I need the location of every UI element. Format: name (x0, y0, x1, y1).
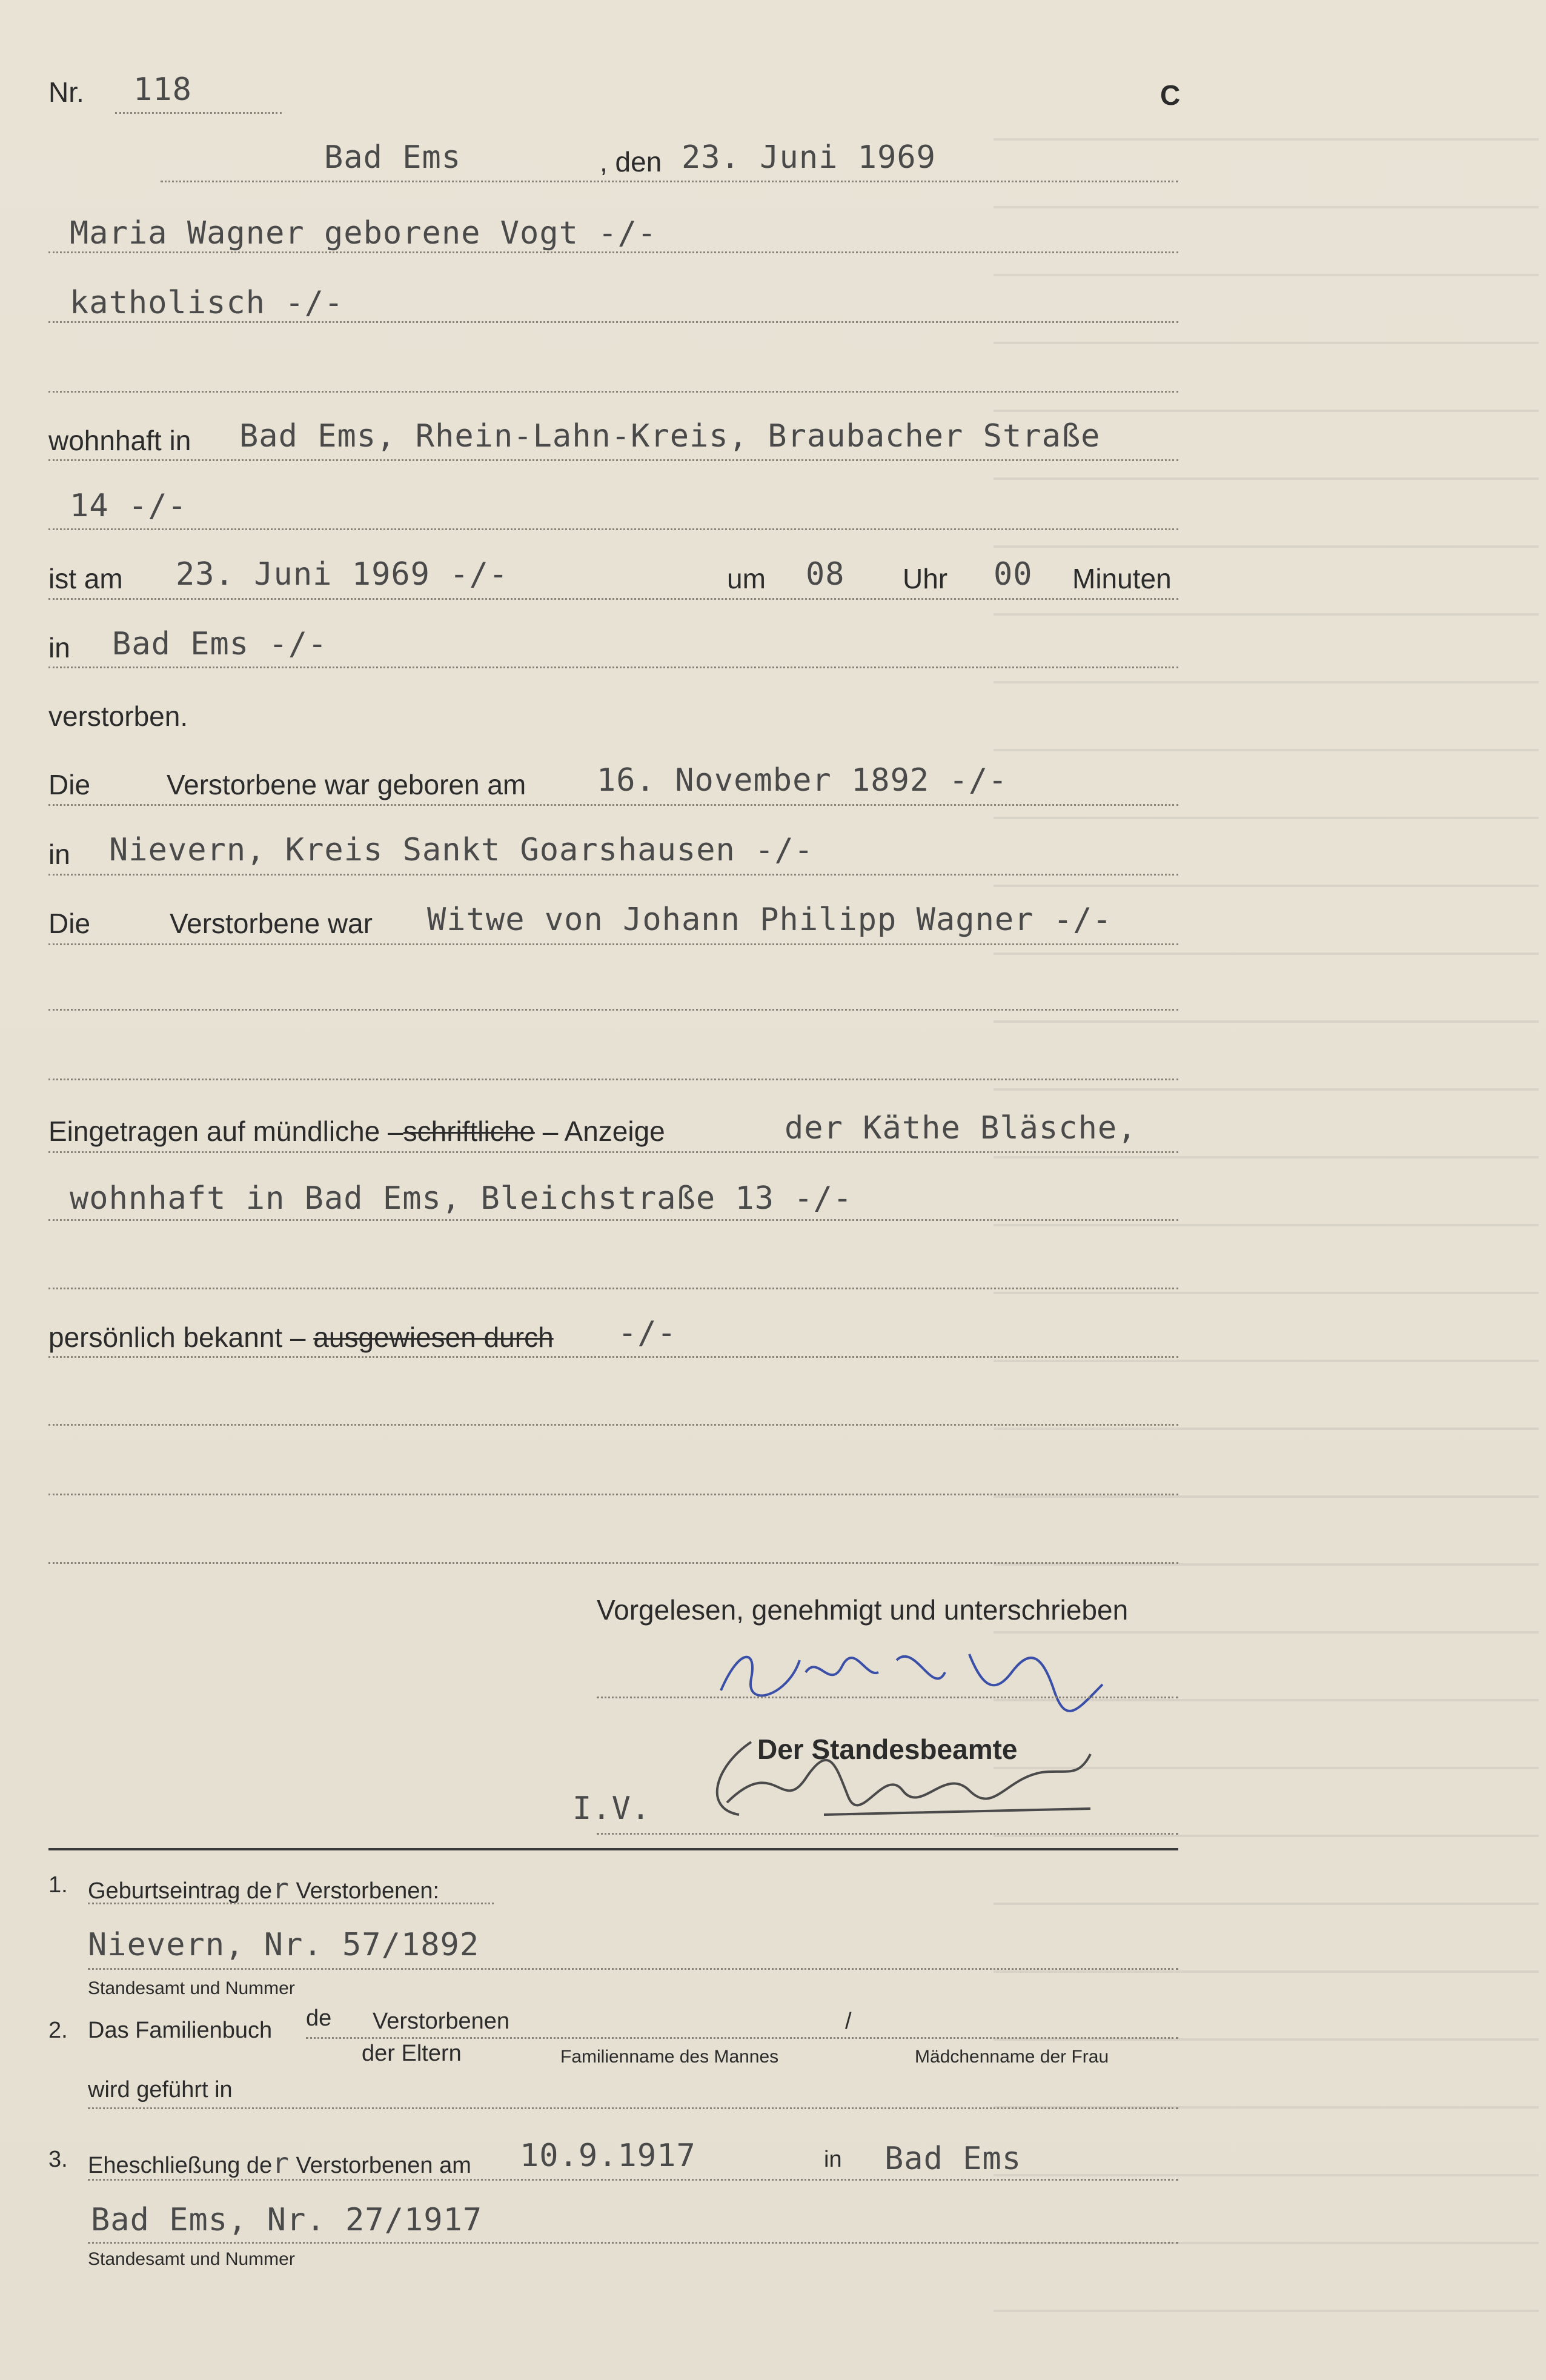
dotted-line (88, 1968, 1178, 1970)
dotted-line (48, 528, 1178, 530)
dotted-line (48, 1562, 1178, 1564)
note-number-2: 2. (48, 2018, 68, 2043)
minuten-label: Minuten (1072, 563, 1172, 594)
official-signature (703, 1730, 1103, 1827)
residence-line1: Bad Ems, Rhein-Lahn-Kreis, Braubacher Straße (239, 418, 1101, 454)
dotted-line (88, 1903, 494, 1904)
den-label: , den (600, 146, 662, 178)
standesbeamte-label: Der Standesbeamte (757, 1733, 1018, 1765)
reporter-address: wohnhaft in Bad Ems, Bleichstraße 13 -/- (70, 1180, 853, 1217)
death-minutes: 00 (994, 556, 1033, 593)
dotted-line (597, 1833, 1178, 1835)
dotted-line (48, 598, 1178, 600)
struck-schriftliche: schriftliche (403, 1115, 535, 1147)
dotted-line (161, 181, 1178, 182)
nr-value: 118 (133, 71, 192, 108)
dotted-line (48, 1079, 1178, 1080)
dotted-line (48, 1288, 1178, 1289)
ehe-label2: Verstorbenen am (296, 2153, 471, 2178)
ist-am-label: ist am (48, 563, 123, 594)
deceased-name: Maria Wagner geborene Vogt -/- (70, 215, 657, 251)
vorgelesen-label: Vorgelesen, genehmigt und unterschrieben (597, 1594, 1129, 1626)
dotted-line (48, 1424, 1178, 1426)
fam-mann-caption: Familienname des Mannes (560, 2047, 779, 2067)
form-letter: C (1160, 79, 1181, 111)
fam-slash: / (845, 2009, 852, 2034)
dotted-line (88, 2242, 1178, 2244)
dotted-line (48, 804, 1178, 806)
wohnhaft-label: wohnhaft in (48, 425, 191, 456)
dotted-line (48, 1009, 1178, 1011)
death-place: Bad Ems -/- (112, 626, 328, 662)
dotted-line (48, 321, 1178, 323)
dotted-line (88, 2179, 1178, 2181)
geburt-label2: Verstorbenen: (296, 1878, 440, 1904)
dotted-line (48, 391, 1178, 393)
iv-label: I.V. (572, 1790, 651, 1827)
marriage-date: 10.9.1917 (520, 2138, 696, 2174)
struck-ausgewiesen: ausgewiesen durch (313, 1321, 554, 1353)
dotted-line (48, 459, 1178, 461)
dotted-line (48, 251, 1178, 253)
ehe-suffix: r (272, 2147, 290, 2179)
marriage-place: Bad Ems (884, 2141, 1022, 2177)
eheschliessung-label (88, 2147, 471, 2179)
in-label: in (48, 632, 70, 663)
section-divider (48, 1848, 1178, 1850)
geburt-label: Geburtseintrag de (88, 1878, 273, 1904)
note-number-3: 3. (48, 2147, 68, 2172)
dotted-line (48, 1356, 1178, 1358)
bekannt-prefix: persönlich bekannt – (48, 1321, 306, 1353)
death-date: 23. Juni 1969 -/- (176, 556, 509, 593)
fam-gefuehrt-label: wird geführt in (88, 2077, 233, 2102)
anzeige-label: – Anzeige (542, 1115, 665, 1147)
nr-label: Nr. (48, 76, 84, 108)
birth-date: 16. November 1892 -/- (597, 762, 1008, 799)
ehe-label: Eheschließung de (88, 2153, 273, 2178)
death-hour: 08 (806, 556, 845, 593)
eingetragen-prefix: Eingetragen auf mündliche – (48, 1115, 403, 1147)
birth-register: Nievern, Nr. 57/1892 (88, 1927, 480, 1963)
dotted-line (48, 1494, 1178, 1495)
dotted-line (306, 2037, 1178, 2039)
date: 23. Juni 1969 (682, 139, 936, 176)
geboren-label: Verstorbene war geboren am (167, 769, 526, 800)
die-label: Die (48, 769, 91, 800)
die-label: Die (48, 908, 91, 939)
geburtseintrag-label (88, 1872, 439, 1905)
informant-signature (715, 1636, 1139, 1715)
um-label: um (727, 563, 766, 594)
standesamt-caption-3: Standesamt und Nummer (88, 2249, 295, 2269)
dotted-line (597, 1697, 1178, 1698)
dotted-line (48, 943, 1178, 945)
dotted-line (88, 2107, 1178, 2109)
reporter: der Käthe Bläsche, (785, 1110, 1137, 1146)
place: Bad Ems (324, 139, 462, 176)
fam-verstorbenen: Verstorbenen (373, 2009, 510, 2034)
residence-line2: 14 -/- (70, 488, 187, 524)
verstorbene-war-label: Verstorbene war (170, 908, 373, 939)
note-number-1: 1. (48, 1872, 68, 1898)
eingetragen-label (48, 1115, 665, 1148)
verstorben-label: verstorben. (48, 700, 188, 732)
marital-status: Witwe von Johann Philipp Wagner -/- (427, 902, 1112, 938)
ehe-in-label: in (824, 2147, 842, 2172)
fam-frau-caption: Mädchenname der Frau (915, 2047, 1109, 2067)
religion: katholisch -/- (70, 285, 344, 321)
standesamt-caption-1: Standesamt und Nummer (88, 1978, 295, 1998)
dotted-line (115, 112, 282, 114)
fam-eltern: der Eltern (362, 2041, 462, 2066)
fam-de: de (306, 2006, 332, 2031)
dotted-line (48, 874, 1178, 876)
uhr-label: Uhr (903, 563, 948, 594)
in-label: in (48, 839, 70, 870)
geburt-suffix: r (272, 1872, 290, 1905)
bekannt-label (48, 1321, 554, 1354)
dotted-line (48, 1219, 1178, 1221)
identity-value: -/- (618, 1315, 677, 1351)
marriage-register: Bad Ems, Nr. 27/1917 (91, 2202, 483, 2238)
dotted-line (48, 666, 1178, 668)
birth-place: Nievern, Kreis Sankt Goarshausen -/- (109, 832, 814, 868)
dotted-line (48, 1151, 1178, 1153)
show-through-text (994, 73, 1539, 2315)
familienbuch-label: Das Familienbuch (88, 2018, 273, 2043)
